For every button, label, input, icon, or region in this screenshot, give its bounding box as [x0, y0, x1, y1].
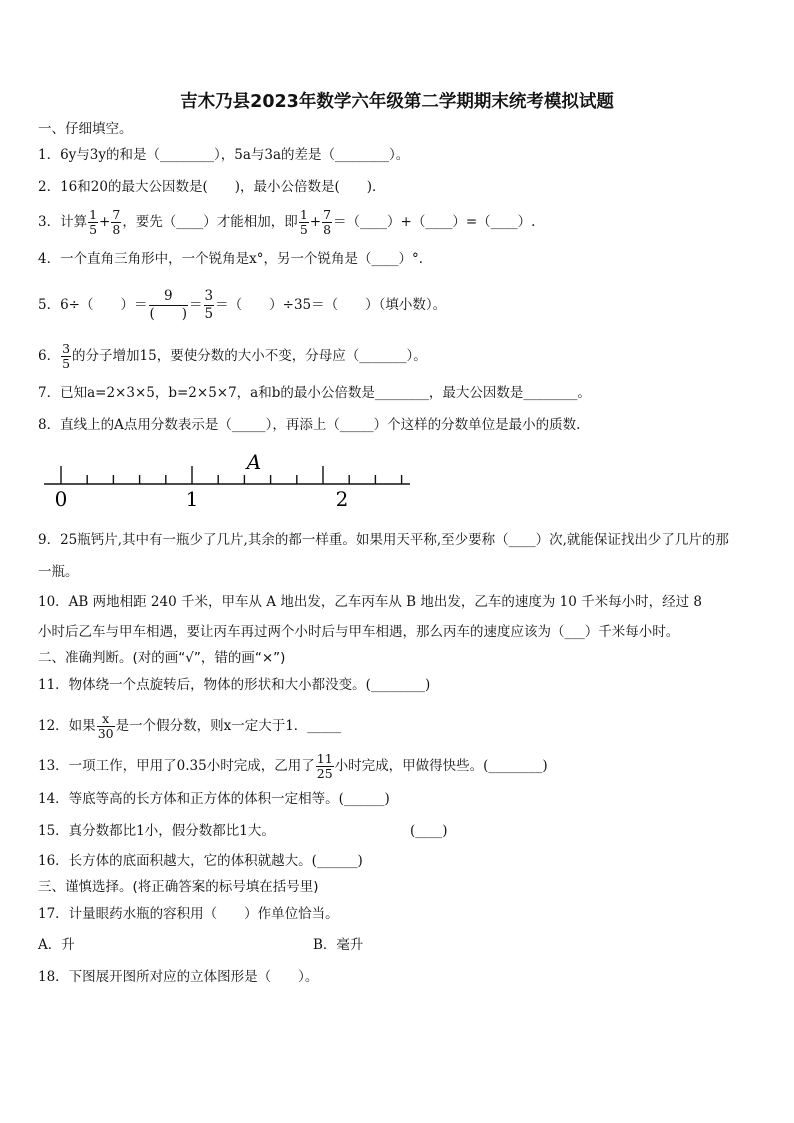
number-line-label-1: 1 — [185, 487, 199, 510]
fraction: $\frac{1}{5}$ — [299, 207, 308, 237]
question-4: 4．一个直角三角形中，一个锐角是x°，另一个锐角是（____）°． — [38, 251, 433, 267]
question-10-line-2: 小时后乙车与甲车相遇，要让丙车再过两个小时后与甲车相遇，那么丙车的速度应该为（___）千米每小时。 — [38, 624, 680, 640]
question-9-line-2: 一瓶。 — [38, 564, 79, 580]
question-6: 6． $\frac{3}{5}$ 的分子增加15，要使分数的大小不变，分母应（_______）。 — [38, 341, 427, 371]
question-8: 8．直线上的A点用分数表示是（_____），再添上（_____）个这样的分数单位是最小的质数. — [38, 417, 581, 433]
fraction: $\frac{x}{30}$ — [97, 711, 114, 741]
question-1: 1．6y与3y的和是（________），5a与3a的差是（________）。 — [38, 147, 410, 163]
question-16: 16．长方体的底面积越大，它的体积就越大。(______) — [38, 853, 363, 869]
number-line-point-label: A — [246, 450, 262, 474]
q17-option-a: A．升 — [38, 937, 75, 953]
question-10-line-1: 10．AB 两地相距 240 千米，甲车从 A 地出发，乙车丙车从 B 地出发，乙车的速度为 10 千米每小时，经过 8 — [38, 594, 702, 610]
fraction: $\frac{1}{5}$ — [89, 207, 98, 237]
question-15: 15．真分数都比1小，假分数都比1大。 (____) — [38, 823, 448, 839]
fraction: $\frac{9}{( )}$ — [149, 288, 188, 322]
question-18: 18．下图展开图所对应的立体图形是（ ）。 — [38, 969, 319, 985]
number-line-figure — [40, 448, 420, 510]
question-7: 7．已知a=2×3×5，b=2×5×7，a和b的最小公倍数是________，最大公因数是________。 — [38, 385, 591, 401]
fraction: $\frac{7}{8}$ — [112, 207, 121, 237]
section-heading-judge: 二、准确判断。(对的画“√”，错的画“×”) — [38, 650, 286, 666]
question-11: 11．物体绕一个点旋转后，物体的形状和大小都没变。(________) — [38, 677, 431, 693]
page-title: 吉木乃县2023年数学六年级第二学期期末统考模拟试题 — [180, 92, 614, 112]
section-heading-choice: 三、谨慎选择。(将正确答案的标号填在括号里) — [38, 879, 319, 895]
question-2: 2．16和20的最大公因数是( )，最小公倍数是( )． — [38, 179, 386, 195]
q3-number: 3．计算 — [38, 214, 88, 230]
question-3: 3．计算 $\frac{1}{5}$ + $\frac{7}{8}$ ，要先（____）才能相加，即 $\frac{1}{5}$ + $\frac{7}{8}$ ＝（____）+（____）=（____）. — [38, 207, 536, 237]
fraction: $\frac{3}{5}$ — [204, 288, 214, 322]
question-5: 5．6÷（ ）＝ $\frac{9}{( )}$ ＝ $\frac{3}{5}$ ＝（ ）÷35＝（ ）（填小数）。 — [38, 288, 447, 322]
question-13: 13．一项工作，甲用了0.35小时完成，乙用了 $\frac{11}{25}$ 小时完成，甲做得快些。(________) — [38, 751, 548, 781]
fraction: $\frac{11}{25}$ — [316, 751, 333, 781]
number-line-label-0: 0 — [54, 487, 68, 510]
fraction: $\frac{7}{8}$ — [323, 207, 332, 237]
section-heading-fill: 一、仔细填空。 — [38, 121, 133, 137]
fraction: $\frac{3}{5}$ — [62, 341, 71, 371]
number-line-ticks — [61, 466, 402, 484]
question-9-line-1: 9．25瓶钙片,其中有一瓶少了几片,其余的都一样重。如果用天平称,至少要称（____）次,就能保证找出少了几片的那 — [38, 532, 729, 548]
question-17: 17．计量眼药水瓶的容积用（ ）作单位恰当。 — [38, 906, 339, 922]
question-14: 14．等底等高的长方体和正方体的体积一定相等。(______) — [38, 791, 390, 807]
question-12: 12．如果 $\frac{x}{30}$ 是一个假分数，则x一定大于1．_____ — [38, 711, 342, 741]
number-line-label-2: 2 — [335, 487, 349, 510]
q17-option-b: B．毫升 — [313, 937, 364, 953]
